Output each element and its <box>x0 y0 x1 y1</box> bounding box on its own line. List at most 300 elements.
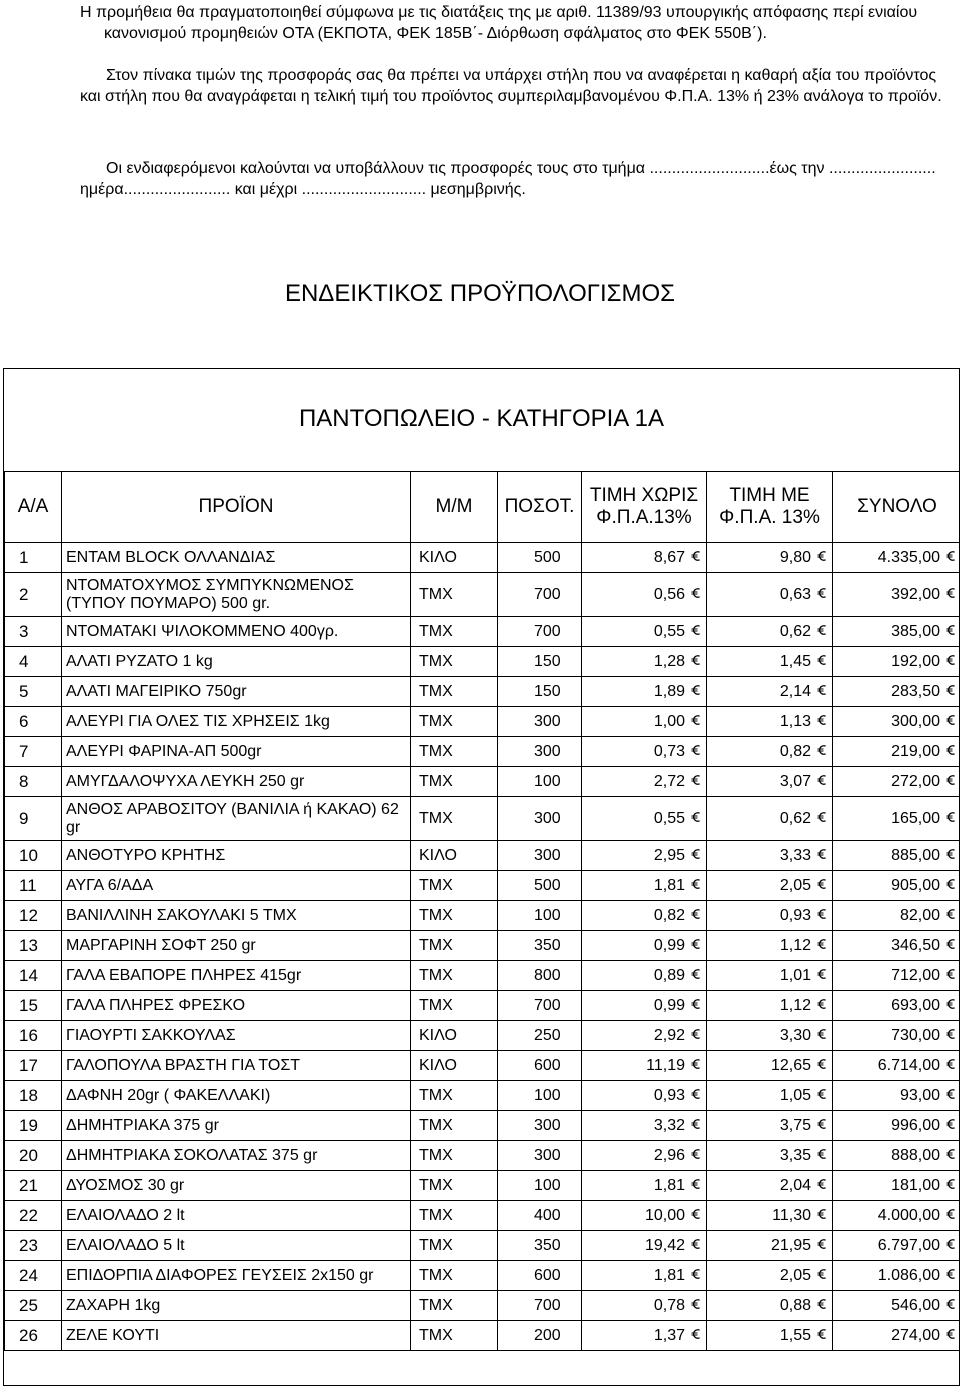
price-value: 2,72 <box>653 772 685 790</box>
euro-sign-icon <box>691 1268 700 1280</box>
cell-price-vat <box>707 1261 833 1291</box>
cell-price-vat <box>707 797 833 841</box>
cell-total <box>833 1051 960 1081</box>
cell-aa: 8 <box>5 767 62 797</box>
cell-product: ΝΤΟΜΑΤΟΧΥΜΟΣ ΣΥΜΠΥΚΝΩΜΕΝΟΣ (ΤΥΠΟΥ ΠΟΥΜΑΡΟ) 500 gr. <box>62 573 411 617</box>
price-vat-value: 0,93 <box>779 906 811 924</box>
euro-sign-icon <box>691 587 700 599</box>
cell-price <box>582 901 707 931</box>
cell-quantity: 300 <box>498 1111 582 1141</box>
header-quantity: ΠΟΣΟΤ. <box>498 472 582 543</box>
total-value: 546,00 <box>891 1296 940 1314</box>
cell-unit: ΤΜΧ <box>411 647 498 677</box>
cell-product: ΕΛΑΙΟΛΑΔΟ 5 lt <box>62 1231 411 1261</box>
cell-unit: ΚΙΛΟ <box>411 1051 498 1081</box>
euro-sign-icon <box>691 684 700 696</box>
price-value: 2,96 <box>653 1146 685 1164</box>
cell-price <box>582 797 707 841</box>
cell-quantity: 100 <box>498 901 582 931</box>
euro-sign-icon <box>691 1088 700 1100</box>
cell-price-vat <box>707 573 833 617</box>
cell-quantity: 350 <box>498 931 582 961</box>
cell-quantity: 100 <box>498 767 582 797</box>
total-value: 730,00 <box>891 1026 940 1044</box>
cell-total <box>833 1081 960 1111</box>
cell-total <box>833 841 960 871</box>
cell-price-vat <box>707 543 833 573</box>
cell-unit: ΤΜΧ <box>411 677 498 707</box>
euro-sign-icon <box>817 1148 826 1160</box>
cell-price <box>582 677 707 707</box>
cell-unit: ΤΜΧ <box>411 991 498 1021</box>
cell-price-vat <box>707 871 833 901</box>
euro-sign-icon <box>817 1208 826 1220</box>
table-row <box>5 767 960 797</box>
euro-sign-icon <box>946 1148 955 1160</box>
price-vat-value: 1,01 <box>779 966 811 984</box>
cell-total <box>833 767 960 797</box>
cell-product: ΓΙΑΟΥΡΤΙ ΣΑΚΚΟΥΛΑΣ <box>62 1021 411 1051</box>
table-row <box>5 1201 960 1231</box>
cell-quantity: 600 <box>498 1261 582 1291</box>
cell-price <box>582 647 707 677</box>
cell-quantity: 100 <box>498 1081 582 1111</box>
cell-total <box>833 617 960 647</box>
cell-price-vat <box>707 991 833 1021</box>
price-value: 0,93 <box>653 1086 685 1104</box>
euro-sign-icon <box>946 968 955 980</box>
euro-sign-icon <box>817 1118 826 1130</box>
euro-sign-icon <box>946 684 955 696</box>
price-value: 0,82 <box>653 906 685 924</box>
table-row <box>5 797 960 841</box>
cell-quantity: 500 <box>498 543 582 573</box>
cell-price-vat <box>707 1231 833 1261</box>
cell-price <box>582 931 707 961</box>
cell-unit: ΤΜΧ <box>411 617 498 647</box>
euro-sign-icon <box>946 587 955 599</box>
euro-sign-icon <box>817 938 826 950</box>
cell-product: ΑΛΕΥΡΙ ΓΙΑ ΟΛΕΣ ΤΙΣ ΧΡΗΣΕΙΣ 1kg <box>62 707 411 737</box>
cell-aa: 16 <box>5 1021 62 1051</box>
cell-price-vat <box>707 1291 833 1321</box>
cell-price <box>582 1141 707 1171</box>
cell-product: ΕΠΙΔΟΡΠΙΑ ΔΙΑΦΟΡΕΣ ΓΕΥΣΕΙΣ 2x150 gr <box>62 1261 411 1291</box>
cell-total <box>833 1321 960 1351</box>
cell-total <box>833 797 960 841</box>
price-vat-value: 3,07 <box>779 772 811 790</box>
cell-unit: ΚΙΛΟ <box>411 841 498 871</box>
cell-quantity: 300 <box>498 707 582 737</box>
price-value: 0,55 <box>653 622 685 640</box>
price-vat-value: 1,12 <box>779 996 811 1014</box>
euro-sign-icon <box>946 848 955 860</box>
price-vat-value: 1,05 <box>779 1086 811 1104</box>
table-row <box>5 871 960 901</box>
cell-product: ΓΑΛΑ ΠΛΗΡΕΣ ΦΡΕΣΚΟ <box>62 991 411 1021</box>
cell-aa: 12 <box>5 901 62 931</box>
total-value: 93,00 <box>899 1086 940 1104</box>
table-row <box>5 841 960 871</box>
euro-sign-icon <box>691 998 700 1010</box>
price-value: 1,81 <box>653 1176 685 1194</box>
price-value: 19,42 <box>644 1236 685 1254</box>
price-value: 0,89 <box>653 966 685 984</box>
price-vat-value: 0,88 <box>779 1296 811 1314</box>
price-value: 0,78 <box>653 1296 685 1314</box>
price-vat-value: 21,95 <box>770 1236 811 1254</box>
table-row <box>5 1141 960 1171</box>
euro-sign-icon <box>817 1058 826 1070</box>
total-value: 4.335,00 <box>877 548 940 566</box>
cell-unit: ΚΙΛΟ <box>411 543 498 573</box>
table-row <box>5 931 960 961</box>
table-row <box>5 1171 960 1201</box>
cell-product: ΑΥΓΑ 6/ΑΔΑ <box>62 871 411 901</box>
euro-sign-icon <box>691 1208 700 1220</box>
cell-aa: 18 <box>5 1081 62 1111</box>
budget-table <box>4 471 960 1351</box>
cell-unit: ΤΜΧ <box>411 1261 498 1291</box>
table-row <box>5 961 960 991</box>
cell-total <box>833 1261 960 1291</box>
table-row <box>5 1051 960 1081</box>
total-value: 4.000,00 <box>877 1206 940 1224</box>
cell-quantity: 700 <box>498 1291 582 1321</box>
euro-sign-icon <box>817 744 826 756</box>
cell-product: ΑΛΑΤΙ ΜΑΓΕΙΡΙΚΟ 750gr <box>62 677 411 707</box>
euro-sign-icon <box>691 550 700 562</box>
cell-total <box>833 1111 960 1141</box>
price-value: 0,99 <box>653 996 685 1014</box>
euro-sign-icon <box>946 744 955 756</box>
cell-quantity: 300 <box>498 737 582 767</box>
cell-total <box>833 647 960 677</box>
euro-sign-icon <box>946 1298 955 1310</box>
cell-quantity: 300 <box>498 1141 582 1171</box>
cell-aa: 7 <box>5 737 62 767</box>
euro-sign-icon <box>691 908 700 920</box>
euro-sign-icon <box>691 848 700 860</box>
table-row <box>5 1321 960 1351</box>
cell-total <box>833 737 960 767</box>
cell-aa: 14 <box>5 961 62 991</box>
cell-aa: 24 <box>5 1261 62 1291</box>
cell-price <box>582 573 707 617</box>
cell-price-vat <box>707 677 833 707</box>
euro-sign-icon <box>691 811 700 823</box>
euro-sign-icon <box>691 1148 700 1160</box>
cell-price <box>582 871 707 901</box>
cell-price-vat <box>707 1171 833 1201</box>
cell-total <box>833 1291 960 1321</box>
cell-price-vat <box>707 1081 833 1111</box>
total-value: 905,00 <box>891 876 940 894</box>
table-row <box>5 617 960 647</box>
price-value: 1,89 <box>653 682 685 700</box>
euro-sign-icon <box>817 968 826 980</box>
cell-unit: ΤΜΧ <box>411 871 498 901</box>
cell-unit: ΤΜΧ <box>411 1111 498 1141</box>
euro-sign-icon <box>946 811 955 823</box>
cell-price <box>582 841 707 871</box>
price-value: 0,73 <box>653 742 685 760</box>
price-vat-value: 3,75 <box>779 1116 811 1134</box>
euro-sign-icon <box>817 848 826 860</box>
cell-price-vat <box>707 901 833 931</box>
price-value: 8,67 <box>653 548 685 566</box>
cell-product: ΑΛΕΥΡΙ ΦΑΡΙΝΑ-ΑΠ 500gr <box>62 737 411 767</box>
cell-price <box>582 1111 707 1141</box>
intro-paragraph-legal <box>80 2 946 44</box>
price-vat-value: 1,13 <box>779 712 811 730</box>
cell-aa: 4 <box>5 647 62 677</box>
euro-sign-icon <box>946 998 955 1010</box>
cell-unit: ΤΜΧ <box>411 767 498 797</box>
table-row <box>5 1291 960 1321</box>
euro-sign-icon <box>691 1118 700 1130</box>
cell-unit: ΤΜΧ <box>411 1081 498 1111</box>
cell-unit: ΤΜΧ <box>411 737 498 767</box>
euro-sign-icon <box>946 654 955 666</box>
cell-total <box>833 931 960 961</box>
euro-sign-icon <box>946 1328 955 1340</box>
cell-unit: ΤΜΧ <box>411 1321 498 1351</box>
euro-sign-icon <box>817 714 826 726</box>
cell-price <box>582 961 707 991</box>
cell-product: ΜΑΡΓΑΡΙΝΗ ΣΟΦΤ 250 gr <box>62 931 411 961</box>
cell-quantity: 600 <box>498 1051 582 1081</box>
price-value: 0,55 <box>653 809 685 827</box>
price-value: 2,95 <box>653 846 685 864</box>
cell-unit: ΤΜΧ <box>411 1291 498 1321</box>
cell-price <box>582 737 707 767</box>
euro-sign-icon <box>946 1208 955 1220</box>
table-row <box>5 573 960 617</box>
euro-sign-icon <box>817 550 826 562</box>
total-value: 346,50 <box>891 936 940 954</box>
euro-sign-icon <box>691 938 700 950</box>
cell-aa: 25 <box>5 1291 62 1321</box>
cell-price-vat <box>707 647 833 677</box>
cell-price <box>582 1291 707 1321</box>
total-value: 693,00 <box>891 996 940 1014</box>
header-product: ΠΡΟΪΟΝ <box>62 472 411 543</box>
euro-sign-icon <box>817 1178 826 1190</box>
cell-total <box>833 1141 960 1171</box>
budget-table-container <box>3 368 960 1386</box>
price-value: 0,99 <box>653 936 685 954</box>
table-row <box>5 543 960 573</box>
total-value: 181,00 <box>891 1176 940 1194</box>
cell-price <box>582 1081 707 1111</box>
cell-unit: ΤΜΧ <box>411 707 498 737</box>
cell-quantity: 150 <box>498 677 582 707</box>
cell-aa: 19 <box>5 1111 62 1141</box>
price-value: 1,37 <box>653 1326 685 1344</box>
cell-product: ΔΑΦΝΗ 20gr ( ΦΑΚΕΛΛΑΚΙ) <box>62 1081 411 1111</box>
cell-product: ΔΥΟΣΜΟΣ 30 gr <box>62 1171 411 1201</box>
euro-sign-icon <box>946 714 955 726</box>
price-vat-value: 9,80 <box>779 548 811 566</box>
header-price-without-vat: ΤΙΜΗ ΧΩΡΙΣ Φ.Π.Α.13% <box>582 472 707 543</box>
cell-quantity: 200 <box>498 1321 582 1351</box>
cell-price-vat <box>707 1051 833 1081</box>
euro-sign-icon <box>946 908 955 920</box>
header-price-with-vat: ΤΙΜΗ ΜΕ Φ.Π.Α. 13% <box>707 472 833 543</box>
table-row <box>5 707 960 737</box>
euro-sign-icon <box>817 998 826 1010</box>
euro-sign-icon <box>946 1268 955 1280</box>
total-value: 219,00 <box>891 742 940 760</box>
total-value: 392,00 <box>891 585 940 603</box>
cell-unit: ΤΜΧ <box>411 1141 498 1171</box>
cell-aa: 6 <box>5 707 62 737</box>
table-row <box>5 1261 960 1291</box>
cell-aa: 5 <box>5 677 62 707</box>
euro-sign-icon <box>817 774 826 786</box>
cell-total <box>833 707 960 737</box>
euro-sign-icon <box>817 908 826 920</box>
euro-sign-icon <box>817 1028 826 1040</box>
header-unit: Μ/Μ <box>411 472 498 543</box>
euro-sign-icon <box>817 624 826 636</box>
price-vat-value: 11,30 <box>772 1206 811 1224</box>
euro-sign-icon <box>946 1178 955 1190</box>
price-vat-value: 12,65 <box>770 1056 811 1074</box>
price-vat-value: 3,30 <box>779 1026 811 1044</box>
cell-total <box>833 543 960 573</box>
intro-paragraph-pricing <box>80 65 946 107</box>
euro-sign-icon <box>817 1328 826 1340</box>
total-value: 1.086,00 <box>877 1266 940 1284</box>
table-row <box>5 1081 960 1111</box>
cell-aa: 9 <box>5 797 62 841</box>
cell-total <box>833 1021 960 1051</box>
intro-text-pricing: Στον πίνακα τιμών της προσφοράς σας θα πρέπει να υπάρχει στήλη που να αναφέρεται η καθαρή αξία του προϊόντος και στήλη που θα αναγράφεται η τελική τιμή του προϊόντος συμπεριλαμβανομένου Φ.Π.Α. 13% ή 23% ανάλογα το προϊόν. <box>80 67 942 105</box>
euro-sign-icon <box>946 1028 955 1040</box>
cell-product: ΔΗΜΗΤΡΙΑΚΑ ΣΟΚΟΛΑΤΑΣ 375 gr <box>62 1141 411 1171</box>
cell-total <box>833 961 960 991</box>
table-row <box>5 647 960 677</box>
euro-sign-icon <box>691 1298 700 1310</box>
price-value: 11,19 <box>646 1056 685 1074</box>
cell-price <box>582 1021 707 1051</box>
cell-price <box>582 1321 707 1351</box>
price-value: 1,28 <box>653 652 685 670</box>
cell-price <box>582 1201 707 1231</box>
cell-quantity: 150 <box>498 647 582 677</box>
total-value: 82,00 <box>899 906 940 924</box>
cell-price-vat <box>707 1141 833 1171</box>
table-row <box>5 677 960 707</box>
price-vat-value: 0,62 <box>779 809 811 827</box>
cell-total <box>833 1171 960 1201</box>
table-body <box>5 543 960 1351</box>
cell-unit: ΤΜΧ <box>411 1171 498 1201</box>
cell-product: ΔΗΜΗΤΡΙΑΚΑ 375 gr <box>62 1111 411 1141</box>
cell-aa: 15 <box>5 991 62 1021</box>
cell-aa: 13 <box>5 931 62 961</box>
cell-total <box>833 871 960 901</box>
cell-product: ΓΑΛΟΠΟΥΛΑ ΒΡΑΣΤΗ ΓΙΑ ΤΟΣΤ <box>62 1051 411 1081</box>
cell-aa: 21 <box>5 1171 62 1201</box>
table-row <box>5 737 960 767</box>
cell-aa: 23 <box>5 1231 62 1261</box>
total-value: 712,00 <box>891 966 940 984</box>
euro-sign-icon <box>691 624 700 636</box>
cell-product: ΑΝΘΟΤΥΡΟ ΚΡΗΤΗΣ <box>62 841 411 871</box>
cell-price <box>582 617 707 647</box>
cell-price-vat <box>707 1021 833 1051</box>
euro-sign-icon <box>946 1088 955 1100</box>
cell-price-vat <box>707 841 833 871</box>
intro-text-legal: Η προμήθεια θα πραγματοποιηθεί σύμφωνα με τις διατάξεις της με αριθ. 11389/93 υπουργικής απόφασης περί ενιαίου κανονισμού προμηθειών ΟΤΑ (ΕΚΠΟΤΑ, ΦΕΚ 185Β΄- Διόρθωση σφάλματος στο ΦΕΚ 550Β΄). <box>80 4 918 42</box>
cell-quantity: 500 <box>498 871 582 901</box>
euro-sign-icon <box>691 1238 700 1250</box>
intro-paragraph-submission <box>80 158 946 200</box>
cell-price <box>582 707 707 737</box>
price-value: 1,81 <box>653 876 685 894</box>
cell-aa: 3 <box>5 617 62 647</box>
cell-total <box>833 901 960 931</box>
cell-product: ΓΑΛΑ ΕΒΑΠΟΡΕ ΠΛΗΡΕΣ 415gr <box>62 961 411 991</box>
cell-aa: 10 <box>5 841 62 871</box>
cell-quantity: 250 <box>498 1021 582 1051</box>
euro-sign-icon <box>946 878 955 890</box>
euro-sign-icon <box>817 1298 826 1310</box>
cell-aa: 11 <box>5 871 62 901</box>
total-value: 996,00 <box>891 1116 940 1134</box>
cell-unit: ΤΜΧ <box>411 573 498 617</box>
euro-sign-icon <box>817 654 826 666</box>
price-vat-value: 3,33 <box>779 846 811 864</box>
cell-quantity: 300 <box>498 797 582 841</box>
total-value: 6.714,00 <box>877 1056 940 1074</box>
cell-product: ΑΜΥΓΔΑΛΟΨΥΧΑ ΛΕΥΚΗ 250 gr <box>62 767 411 797</box>
price-vat-value: 1,12 <box>779 936 811 954</box>
table-row <box>5 1021 960 1051</box>
euro-sign-icon <box>691 714 700 726</box>
cell-price <box>582 543 707 573</box>
euro-sign-icon <box>946 938 955 950</box>
price-vat-value: 2,04 <box>779 1176 811 1194</box>
cell-product: ΕΛΑΙΟΛΑΔΟ 2 lt <box>62 1201 411 1231</box>
total-value: 300,00 <box>891 712 940 730</box>
cell-price-vat <box>707 1111 833 1141</box>
cell-quantity: 400 <box>498 1201 582 1231</box>
price-vat-value: 3,35 <box>779 1146 811 1164</box>
euro-sign-icon <box>691 1028 700 1040</box>
cell-price-vat <box>707 931 833 961</box>
euro-sign-icon <box>817 1238 826 1250</box>
euro-sign-icon <box>946 1118 955 1130</box>
price-vat-value: 0,63 <box>779 585 811 603</box>
cell-price <box>582 1171 707 1201</box>
cell-total <box>833 991 960 1021</box>
total-value: 6.797,00 <box>877 1236 940 1254</box>
cell-quantity: 100 <box>498 1171 582 1201</box>
cell-price <box>582 1261 707 1291</box>
cell-product: ΑΛΑΤΙ ΡΥΖΑΤΟ 1 kg <box>62 647 411 677</box>
euro-sign-icon <box>817 1268 826 1280</box>
euro-sign-icon <box>691 1058 700 1070</box>
euro-sign-icon <box>817 811 826 823</box>
price-value: 3,32 <box>653 1116 685 1134</box>
total-value: 885,00 <box>891 846 940 864</box>
category-title: ΠΑΝΤΟΠΩΛΕΙΟ - ΚΑΤΗΓΟΡΙΑ 1Α <box>298 405 665 432</box>
price-vat-value: 2,05 <box>779 1266 811 1284</box>
